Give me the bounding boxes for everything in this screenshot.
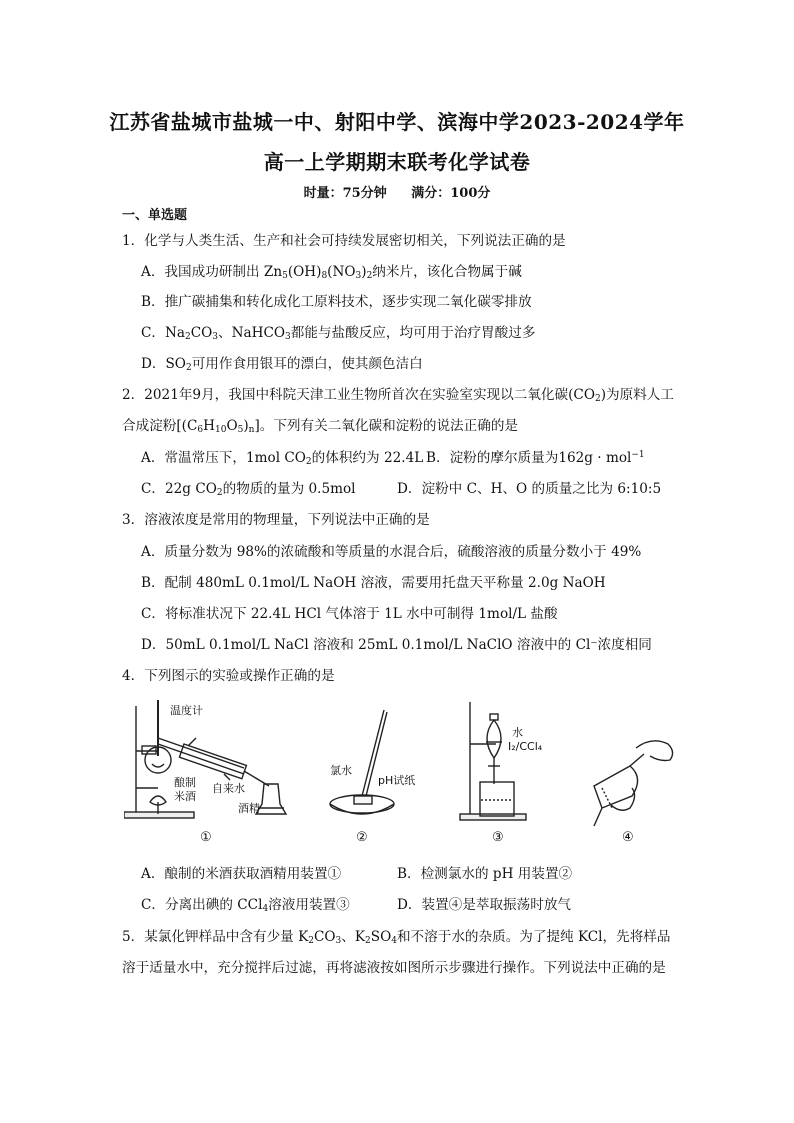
q1-option-c: C．$Na_2CO_3$、NaHCO$_3$都能与盐酸反应，均可用于治疗胃酸过多: [141, 325, 536, 342]
q2-option-a: A．常温常压下，1mol $CO_2$的体积约为 22.4L: [141, 450, 424, 467]
q3-option-b: B．配制 480mL 0.1mol/L NaOH 溶液，需要用托盘天平称量 2.0g NaOH: [141, 575, 606, 591]
q5-stem-line1: 5．某氯化钾样品中含有少量 $K_2CO_3$、$K_2SO_4$和不溶于水的杂质。为了提纯 KCl，先将样品: [122, 929, 671, 946]
q5-stem-line2: 溶于适量水中，充分搅拌后过滤，再将滤液按如图所示步骤进行操作。下列说法中正确的是: [122, 960, 666, 976]
q4-stem: 4．下列图示的实验或操作正确的是: [122, 668, 335, 684]
label-i2-ccl4: I₂/CCl₄: [508, 740, 543, 753]
shaking-funnel-apparatus: [594, 741, 673, 826]
q2-stem-line1: 2．2021年9月，我国中科院天津工业生物所首次在实验室实现以二氧化碳$(CO_2)$为原料人工: [122, 387, 674, 404]
full-score: 满分：100分: [411, 186, 491, 201]
figure-number-3: ③: [492, 830, 504, 845]
q1-option-d: D．$SO_2$可用作食用银耳的漂白，使其颜色洁白: [141, 356, 423, 373]
q4-option-a: A．酿制的米酒获取酒精用装置①: [141, 866, 342, 882]
section-heading: 一、单选题: [122, 208, 188, 223]
label-alcohol: 酒精: [238, 802, 260, 815]
figure-number-1: ①: [200, 830, 212, 845]
q4-option-c: C．分离出碘的 CCl$_4$溶液用装置③: [141, 897, 350, 914]
q4-option-b: B．检测氯水的 pH 用装置②: [397, 866, 573, 882]
label-rice-wine-1: 酿制: [174, 776, 196, 789]
label-tap-water: 自来水: [212, 782, 245, 795]
label-chlorine-water: 氯水: [330, 764, 352, 777]
figure-number-2: ②: [356, 830, 368, 845]
q1-option-b: B．推广碳捕集和转化成化工原料技术，逐步实现二氧化碳零排放: [141, 294, 532, 310]
q3-option-d: D．50mL 0.1mol/L NaCl 溶液和 25mL 0.1mol/L NaClO 溶液中的 Cl⁻浓度相同: [141, 637, 652, 653]
q1-stem: 1．化学与人类生活、生产和社会可持续发展密切相关，下列说法正确的是: [122, 233, 566, 249]
label-ph-paper: pH试纸: [378, 774, 416, 787]
exam-title-line1: 江苏省盐城市盐城一中、射阳中学、滨海中学2023-2024学年: [109, 110, 685, 134]
q2-option-c: C．22g $CO_2$的物质的量为 0.5mol: [141, 481, 356, 498]
time-limit: 时量：75分钟: [303, 186, 387, 201]
exam-title-line2: 高一上学期期末联考化学试卷: [263, 150, 531, 174]
separatory-funnel-apparatus: [460, 702, 526, 820]
q3-option-c: C．将标准状况下 22.4L HCl 气体溶于 1L 水中可制得 1mol/L 盐酸: [141, 606, 558, 622]
q2-stem-line2: 合成淀粉$[(C_6H_{10}O_5)_n]$。下列有关二氧化碳和淀粉的说法正确的是: [122, 418, 519, 435]
distillation-apparatus: [124, 700, 286, 818]
label-water: 水: [512, 726, 523, 739]
label-rice-wine-2: 米酒: [174, 790, 196, 803]
q4-option-d: D．装置④是萃取振荡时放气: [397, 897, 572, 913]
q2-option-d: D．淀粉中 C、H、O 的质量之比为 6:10:5: [397, 481, 662, 497]
exam-meta: [0, 182, 794, 201]
q3-option-a: A．质量分数为 98%的浓硫酸和等质量的水混合后，硫酸溶液的质量分数小于 49%: [141, 544, 642, 560]
q1-option-a: A．我国成功研制出 $Zn_5(OH)_8(NO_3)_2$纳米片，该化合物属于碱: [141, 264, 522, 281]
label-thermometer: 温度计: [170, 704, 203, 717]
q2-option-b: B．淀粉的摩尔质量为162g · mol$^{-1}$: [426, 450, 645, 466]
q4-apparatus-figure: [124, 696, 684, 846]
figure-number-4: ④: [622, 830, 634, 845]
q3-stem: 3．溶液浓度是常用的物理量，下列说法中正确的是: [122, 512, 430, 528]
